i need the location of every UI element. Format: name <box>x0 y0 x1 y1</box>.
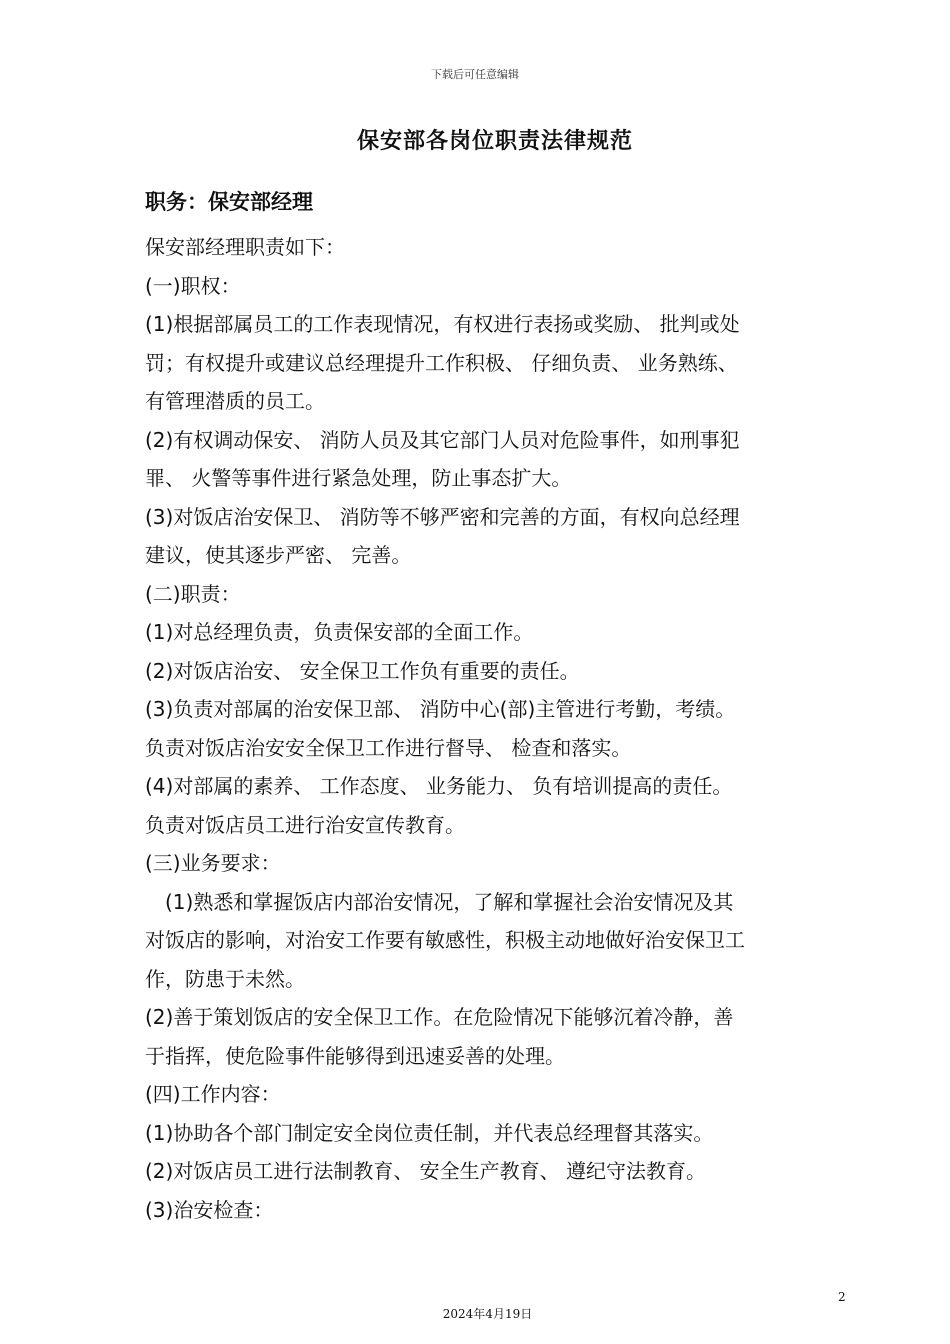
body-line: 有管理潜质的员工。 <box>145 389 325 413</box>
body-line: (3)对饭店治安保卫、 消防等不够严密和完善的方面，有权向总经理 <box>145 504 740 529</box>
role-heading: 职务：保安部经理 <box>145 190 313 214</box>
body-line: 作，防患于未然。 <box>145 966 305 991</box>
header-note: 下载后可任意编辑 <box>431 68 519 81</box>
body-line: 罪、 火警等事件进行紧急处理，防止事态扩大。 <box>145 466 572 490</box>
body-line: (3)负责对部属的治安保卫部、 消防中心(部)主管进行考勤，考绩。 <box>145 697 736 721</box>
body-line: 负责对饭店治安安全保卫工作进行督导、 检查和落实。 <box>145 735 632 760</box>
body-line: (一)职权： <box>145 273 241 298</box>
body-line: (1)根据部属员工的工作表现情况，有权进行表扬或奖励、 批判或处 <box>145 312 740 336</box>
body-line: (1)熟悉和掌握饭店内部治安情况，了解和掌握社会治安情况及其 <box>165 889 734 914</box>
page-number: 2 <box>838 1290 846 1304</box>
body-line: (2)善于策划饭店的安全保卫工作。在危险情况下能够沉着冷静，善 <box>145 1005 734 1029</box>
body-line: (3)治安检查： <box>145 1197 274 1222</box>
body-line: (2)对饭店员工进行法制教育、 安全生产教育、 遵纪守法教育。 <box>145 1159 707 1183</box>
document-title: 保安部各岗位职责法律规范 <box>356 129 633 154</box>
body-line: (三)业务要求： <box>145 851 281 875</box>
body-line: 罚；有权提升或建议总经理提升工作积极、 仔细负责、 业务熟练、 <box>145 350 738 375</box>
body-line: (1)对总经理负责，负责保安部的全面工作。 <box>145 620 534 644</box>
body-line: 建议，使其逐步严密、 完善。 <box>145 543 412 567</box>
body-line: (1)协助各个部门制定安全岗位责任制，并代表总经理督其落实。 <box>145 1120 714 1145</box>
document-body <box>145 228 855 1229</box>
body-line: (二)职责： <box>145 581 241 606</box>
body-line: 对饭店的影响，对治安工作要有敏感性，积极主动地做好治安保卫工 <box>145 928 745 952</box>
body-line: 于指挥，使危险事件能够得到迅速妥善的处理。 <box>145 1043 565 1068</box>
body-line: 负责对饭店员工进行治安宣传教育。 <box>145 812 465 837</box>
body-line: (4)对部属的素养、 工作态度、 业务能力、 负有培训提高的责任。 <box>145 774 733 798</box>
body-line: (四)工作内容： <box>145 1082 281 1106</box>
body-line: (2)有权调动保安、 消防人员及其它部门人员对危险事件，如刑事犯 <box>145 427 740 452</box>
body-line: 保安部经理职责如下： <box>145 235 345 259</box>
footer-date: 2024年4月19日 <box>442 1307 533 1321</box>
body-line: (2)对饭店治安、 安全保卫工作负有重要的责任。 <box>145 658 580 683</box>
